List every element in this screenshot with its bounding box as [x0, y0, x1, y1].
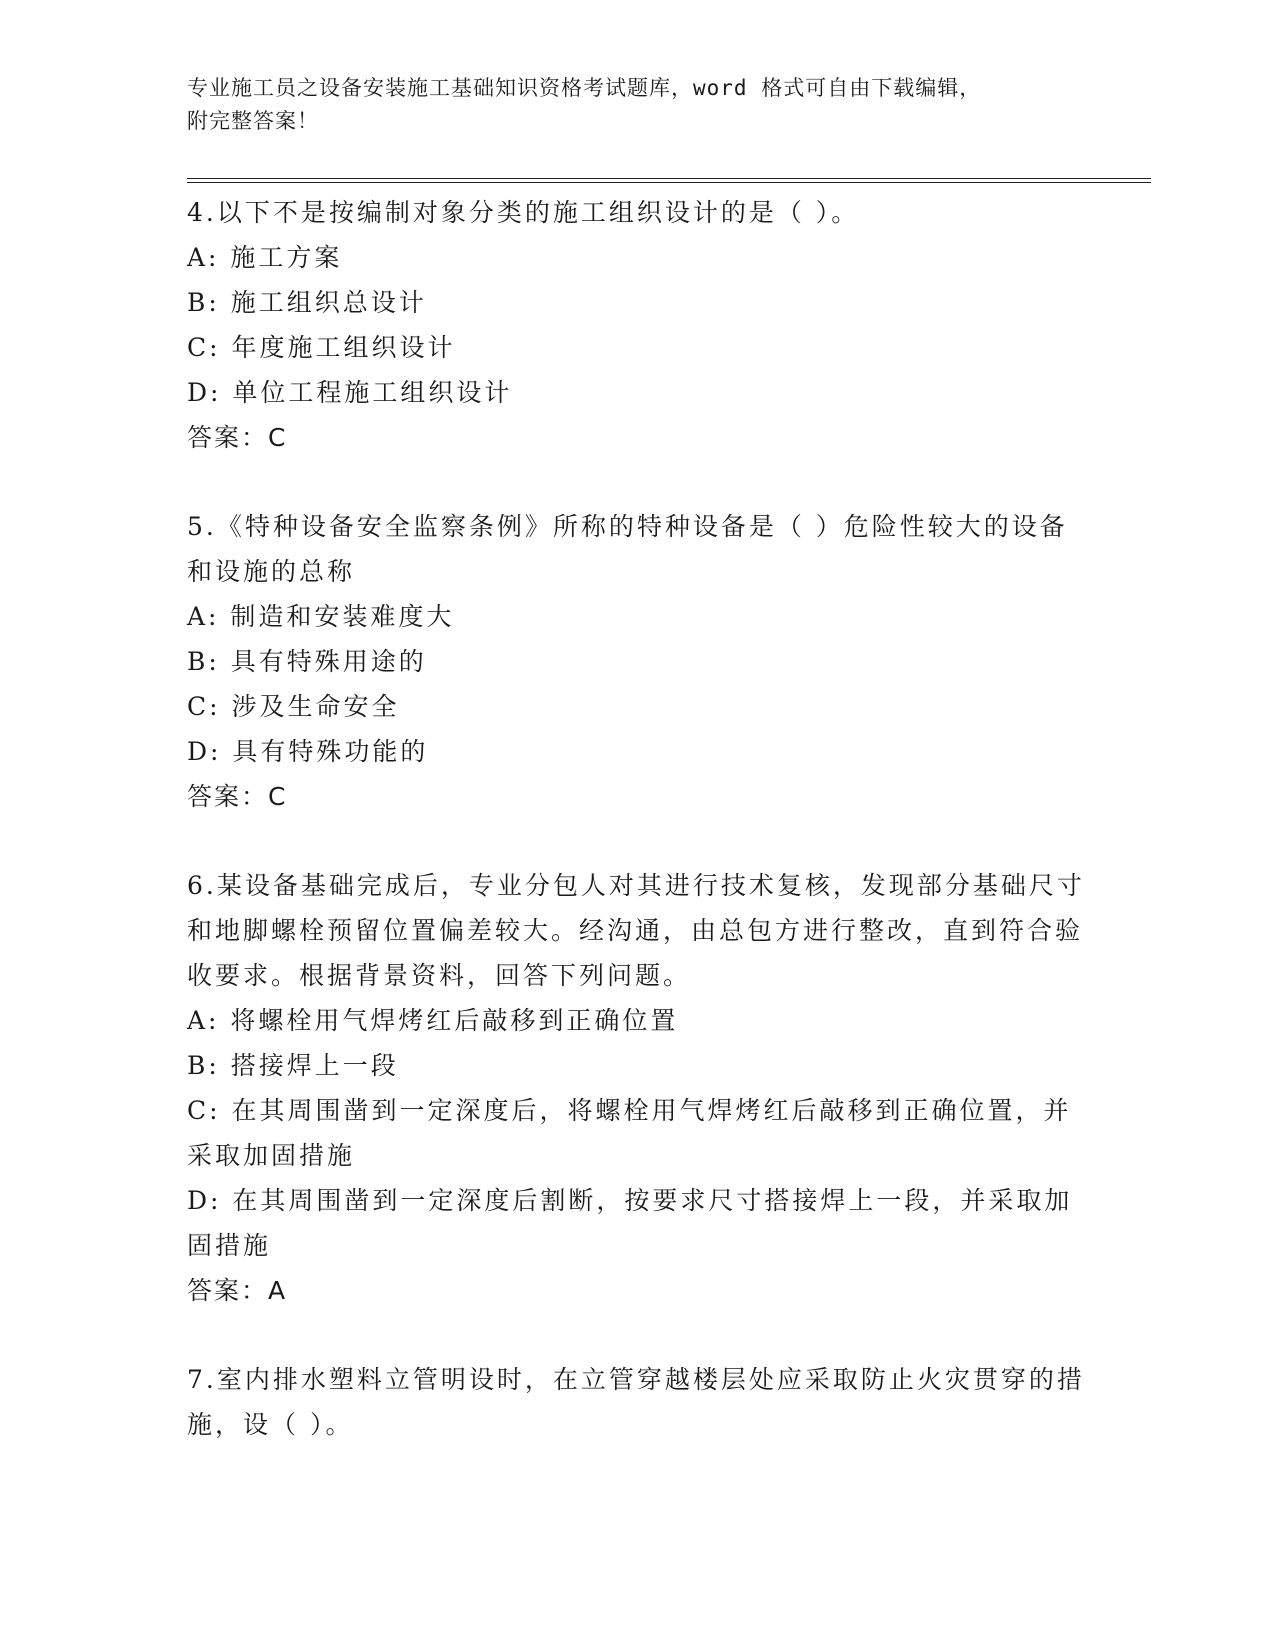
- document-header: [187, 72, 1067, 138]
- header-divider-bottom: [187, 182, 1151, 183]
- question-item: [187, 190, 1087, 460]
- option-b: B: 搭接焊上一段: [187, 1051, 399, 1080]
- question-text: 6.某设备基础完成后，专业分包人对其进行技术复核，发现部分基础尺寸和地脚螺栓预留位置偏差较大。经沟通，由总包方进行整改，直到符合验收要求。根据背景资料，回答下列问题。: [187, 871, 1085, 990]
- option-c: C: 涉及生命安全: [187, 692, 400, 721]
- option-d: D: 单位工程施工组织设计: [187, 378, 513, 407]
- answer-text: 答案：A: [187, 1276, 288, 1305]
- question-item: [187, 1357, 1087, 1447]
- option-a: A: 制造和安装难度大: [187, 602, 455, 631]
- option-c: C: 在其周围凿到一定深度后，将螺栓用气焊烤红后敲移到正确位置，并采取加固措施: [187, 1096, 1072, 1170]
- question-item: [187, 504, 1087, 819]
- option-d: D: 在其周围凿到一定深度后割断，按要求尺寸搭接焊上一段，并采取加固措施: [187, 1186, 1073, 1260]
- question-text: 5.《特种设备安全监察条例》所称的特种设备是（ ）危险性较大的设备和设施的总称: [187, 512, 1068, 586]
- question-text: 4.以下不是按编制对象分类的施工组织设计的是（ ）。: [187, 198, 860, 227]
- option-a: A: 施工方案: [187, 243, 343, 272]
- header-divider-top: [187, 178, 1151, 179]
- header-line-2: 附完整答案！: [187, 109, 319, 133]
- option-a: A: 将螺栓用气焊烤红后敲移到正确位置: [187, 1006, 679, 1035]
- question-text: 7.室内排水塑料立管明设时，在立管穿越楼层处应采取防止火灾贯穿的措施，设（ ）。: [187, 1365, 1085, 1439]
- answer-text: 答案：C: [187, 423, 288, 452]
- question-list: [187, 190, 1087, 1491]
- option-b: B: 施工组织总设计: [187, 288, 427, 317]
- answer-text: 答案：C: [187, 782, 288, 811]
- option-b: B: 具有特殊用途的: [187, 647, 427, 676]
- question-item: [187, 863, 1087, 1313]
- header-line-1: 专业施工员之设备安装施工基础知识资格考试题库，word 格式可自由下载编辑，: [187, 76, 982, 100]
- option-c: C: 年度施工组织设计: [187, 333, 456, 362]
- option-d: D: 具有特殊功能的: [187, 737, 429, 766]
